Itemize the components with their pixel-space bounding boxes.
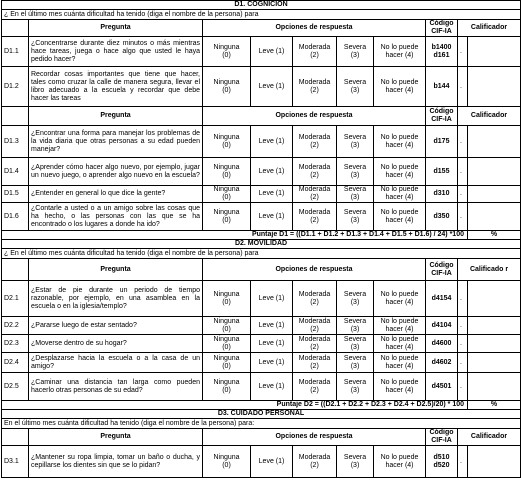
question-text: ¿Estar de pie durante un periodo de tiempo razonable, por ejemplo, en una asamblea en la escuela o en la iglesia/templo? (29, 281, 203, 317)
answer-option-label: No lo puede hacer (4) (380, 78, 419, 94)
answer-option-label: Moderada (298, 78, 331, 86)
answer-option-label: Moderada (298, 335, 331, 343)
question-row (2, 37, 521, 67)
score-unit: % (468, 401, 521, 410)
answer-option-value: (3) (350, 298, 360, 306)
answer-option-4[interactable] (374, 335, 426, 353)
answer-option-2[interactable] (293, 281, 337, 317)
qualifier-blank (468, 335, 521, 353)
section-title-row (2, 410, 521, 419)
answer-option-label: Leve (1) (258, 294, 285, 302)
answer-option-0[interactable] (203, 373, 251, 401)
qualifier-blank (468, 373, 521, 401)
answer-option-label: No lo puede hacer (4) (380, 317, 419, 333)
header-codigo: Código CIF-IA (426, 259, 458, 281)
answer-option-4[interactable] (374, 158, 426, 186)
question-text: ¿Aprender cómo hacer algo nuevo, por ejemplo, jugar un nuevo juego, o aprender algo nuevo en la escuela? (29, 158, 203, 186)
answer-option-0[interactable] (203, 317, 251, 335)
answer-option-value: (2) (310, 51, 319, 59)
header-num-cell (2, 429, 29, 446)
answer-option-0[interactable] (203, 281, 251, 317)
answer-option-2[interactable] (293, 158, 337, 186)
answer-option-value: (2) (310, 194, 319, 201)
answer-option-2[interactable] (293, 37, 337, 67)
answer-option-label: Ninguna (213, 43, 240, 51)
score-unit: % (468, 231, 521, 240)
answer-option-label: Leve (1) (258, 137, 285, 145)
qualifier-input[interactable]: . (458, 126, 468, 158)
answer-option-label: Moderada (298, 163, 331, 171)
header-calificador: Calificador (458, 429, 521, 446)
qualifier-blank (468, 126, 521, 158)
answer-option-value: (2) (310, 362, 319, 370)
answer-option-1[interactable] (251, 446, 293, 478)
section-title-row (2, 1, 521, 10)
qualifier-input[interactable]: . (458, 186, 468, 203)
answer-option-1[interactable] (251, 335, 293, 353)
answer-option-label: Moderada (298, 43, 331, 51)
answer-option-label: No lo puede hacer (4) (380, 163, 419, 179)
header-codigo: Código CIF-IA (426, 20, 458, 37)
header-codigo: Código CIF-IA (426, 107, 458, 126)
answer-option-value: (2) (310, 386, 319, 394)
answer-option-value: (2) (310, 461, 319, 469)
answer-option-label: Severa (343, 290, 367, 298)
answer-option-label: Leve (1) (258, 47, 285, 55)
header-calificador: Calificador (458, 20, 521, 37)
answer-option-0[interactable] (203, 203, 251, 231)
answer-option-label: Severa (343, 208, 367, 216)
answer-option-3[interactable] (337, 317, 374, 335)
answer-option-label: Moderada (298, 208, 331, 216)
answer-option-1[interactable] (251, 158, 293, 186)
answer-option-label: Leve (1) (258, 358, 285, 366)
answer-option-value: (0) (222, 216, 231, 224)
answer-option-value: (3) (350, 461, 360, 469)
qualifier-blank (468, 446, 521, 478)
question-number: D1.1 (2, 37, 29, 67)
question-text: ¿Entender en general lo que dice la gente? (29, 186, 203, 203)
answer-option-0[interactable] (203, 353, 251, 373)
qualifier-blank (468, 37, 521, 67)
answer-option-value: (0) (222, 362, 231, 370)
header-pregunta: Pregunta (29, 20, 203, 37)
qualifier-input[interactable]: . (458, 37, 468, 67)
answer-option-value: (3) (350, 216, 360, 224)
answer-option-2[interactable] (293, 67, 337, 107)
score-row (2, 231, 521, 240)
answer-option-label: Ninguna (213, 453, 240, 461)
answer-option-label: Ninguna (213, 290, 240, 298)
answer-option-value: (0) (222, 171, 231, 179)
cif-code: d4602 (426, 353, 458, 373)
answer-option-4[interactable] (374, 353, 426, 373)
answer-option-label: No lo puede hacer (4) (380, 186, 419, 201)
answer-option-4[interactable] (374, 446, 426, 478)
table-header-row (2, 429, 521, 446)
qualifier-input[interactable]: . (458, 158, 468, 186)
answer-option-value: (3) (350, 86, 360, 94)
header-num-cell (2, 259, 29, 281)
qualifier-input[interactable]: . (458, 373, 468, 401)
section-title: D3. CUIDADO PERSONAL (2, 410, 521, 419)
header-opciones: Opciones de respuesta (203, 20, 426, 37)
question-text: ¿Pararse luego de estar sentado? (29, 317, 203, 335)
answer-option-value: (3) (350, 343, 360, 351)
header-num-cell (2, 107, 29, 126)
answer-option-1[interactable] (251, 203, 293, 231)
answer-option-3[interactable] (337, 67, 374, 107)
section-title-row (2, 240, 521, 249)
qualifier-input[interactable]: . (458, 67, 468, 107)
header-opciones: Opciones de respuesta (203, 107, 426, 126)
answer-option-2[interactable] (293, 203, 337, 231)
answer-option-value: (3) (350, 51, 360, 59)
answer-option-4[interactable] (374, 37, 426, 67)
answer-option-0[interactable] (203, 186, 251, 203)
answer-option-value: (0) (222, 141, 231, 149)
answer-option-label: Ninguna (213, 163, 240, 171)
answer-option-label: Severa (343, 354, 367, 362)
answer-option-value: (2) (310, 86, 319, 94)
answer-option-label: Moderada (298, 186, 331, 193)
question-number: D1.6 (2, 203, 29, 231)
answer-option-label: No lo puede hacer (4) (380, 335, 419, 351)
question-text: ¿Desplazarse hacia la escuela o a la casa de un amigo? (29, 353, 203, 373)
table-header-row (2, 20, 521, 37)
answer-option-2[interactable] (293, 446, 337, 478)
questionnaire-table (1, 0, 521, 478)
question-number: D1.3 (2, 126, 29, 158)
answer-option-label: Severa (343, 43, 367, 51)
section-intro-row (2, 249, 521, 259)
answer-option-label: Ninguna (213, 133, 240, 141)
header-pregunta: Pregunta (29, 429, 203, 446)
question-number: D3.1 (2, 446, 29, 478)
answer-option-4[interactable] (374, 317, 426, 335)
answer-option-value: (0) (222, 461, 231, 469)
answer-option-label: No lo puede hacer (4) (380, 290, 419, 306)
answer-option-label: Ninguna (213, 378, 240, 386)
header-pregunta: Pregunta (29, 259, 203, 281)
answer-option-0[interactable] (203, 126, 251, 158)
answer-option-value: (0) (222, 51, 231, 59)
question-text: Recordar cosas importantes que tiene que hacer, tales como cruzar la calle de manera segura, llevar el libro adecuado a la escuela y recordar que debe hacer las tareas (29, 67, 203, 107)
header-pregunta: Pregunta (29, 107, 203, 126)
answer-option-1[interactable] (251, 373, 293, 401)
header-calificador: Calificador (458, 107, 521, 126)
question-row (2, 186, 521, 203)
question-row (2, 126, 521, 158)
answer-option-label: Leve (1) (258, 457, 285, 465)
answer-option-label: Leve (1) (258, 382, 285, 390)
cif-code: b144 (426, 67, 458, 107)
answer-option-3[interactable] (337, 281, 374, 317)
qualifier-input[interactable]: . (458, 317, 468, 335)
question-number: D1.2 (2, 67, 29, 107)
answer-option-value: (3) (350, 386, 360, 394)
answer-option-3[interactable] (337, 373, 374, 401)
qualifier-blank (468, 67, 521, 107)
question-text: ¿Encontrar una forma para manejar los problemas de la vida diaria que otras personas a su edad pueden manejar? (29, 126, 203, 158)
question-number: D2.3 (2, 335, 29, 353)
answer-option-value: (2) (310, 298, 319, 306)
answer-option-label: Moderada (298, 317, 331, 325)
answer-option-value: (2) (310, 216, 319, 224)
qualifier-input[interactable]: . (458, 203, 468, 231)
question-row (2, 317, 521, 335)
answer-option-label: Severa (343, 335, 367, 343)
answer-option-label: Leve (1) (258, 167, 285, 175)
answer-option-label: No lo puede hacer (4) (380, 453, 419, 469)
answer-option-label: Leve (1) (258, 82, 285, 90)
question-number: D2.1 (2, 281, 29, 317)
cif-code: b1400 d161 (426, 37, 458, 67)
qualifier-input[interactable]: . (458, 353, 468, 373)
answer-option-4[interactable] (374, 281, 426, 317)
header-calificador: Calificado r (458, 259, 521, 281)
header-codigo: Código CIF-IA (426, 429, 458, 446)
answer-option-2[interactable] (293, 373, 337, 401)
answer-option-label: Leve (1) (258, 212, 285, 220)
answer-option-label: No lo puede hacer (4) (380, 354, 419, 370)
answer-option-value: (0) (222, 343, 231, 351)
answer-option-value: (3) (350, 362, 360, 370)
question-text: ¿Caminar una distancia tan larga como pueden hacerlo otras personas de su edad? (29, 373, 203, 401)
answer-option-label: Ninguna (213, 78, 240, 86)
answer-option-3[interactable] (337, 37, 374, 67)
answer-option-value: (3) (350, 194, 360, 201)
header-num-cell (2, 20, 29, 37)
answer-option-3[interactable] (337, 446, 374, 478)
question-row (2, 281, 521, 317)
answer-option-label: Ninguna (213, 354, 240, 362)
qualifier-blank (468, 186, 521, 203)
question-row (2, 67, 521, 107)
answer-option-label: Severa (343, 163, 367, 171)
question-number: D1.5 (2, 186, 29, 203)
answer-option-label: Severa (343, 78, 367, 86)
qualifier-blank (468, 203, 521, 231)
question-text: ¿Mantener su ropa limpia, tomar un baño o ducha, y cepillarse los dientes sin que se lo pidan? (29, 446, 203, 478)
answer-option-4[interactable] (374, 373, 426, 401)
answer-option-value: (0) (222, 86, 231, 94)
question-number: D1.4 (2, 158, 29, 186)
answer-option-label: Moderada (298, 290, 331, 298)
question-number: D2.5 (2, 373, 29, 401)
cif-code: d175 (426, 126, 458, 158)
answer-option-2[interactable] (293, 186, 337, 203)
cif-code: d350 (426, 203, 458, 231)
answer-option-4[interactable] (374, 186, 426, 203)
qualifier-blank (468, 281, 521, 317)
cif-code: d310 (426, 186, 458, 203)
answer-option-4[interactable] (374, 203, 426, 231)
answer-option-0[interactable] (203, 67, 251, 107)
answer-option-1[interactable] (251, 67, 293, 107)
answer-option-label: Moderada (298, 354, 331, 362)
answer-option-1[interactable] (251, 317, 293, 335)
answer-option-label: No lo puede hacer (4) (380, 378, 419, 394)
score-formula: Puntaje D1 = ((D1.1 + D1.2 + D1.3 + D1.4 + D1.5 + D1.6) / 24) *100 (2, 231, 468, 240)
question-row (2, 203, 521, 231)
section-intro-row (2, 419, 521, 429)
cif-code: d4501 (426, 373, 458, 401)
answer-option-label: Ninguna (213, 186, 240, 193)
answer-option-4[interactable] (374, 67, 426, 107)
answer-option-label: Ninguna (213, 208, 240, 216)
answer-option-label: No lo puede hacer (4) (380, 133, 419, 149)
question-text: ¿Concentrarse durante diez minutos o más mientras hace tareas, juega o hace algo que usted le haya pedido hacer? (29, 37, 203, 67)
header-opciones: Opciones de respuesta (203, 259, 426, 281)
answer-option-label: Leve (1) (258, 190, 285, 197)
table-header-row (2, 107, 521, 126)
answer-option-1[interactable] (251, 186, 293, 203)
answer-option-label: Leve (1) (258, 321, 285, 329)
answer-option-value: (0) (222, 325, 231, 333)
answer-option-3[interactable] (337, 126, 374, 158)
answer-option-2[interactable] (293, 335, 337, 353)
answer-option-value: (2) (310, 141, 319, 149)
section-title: D2. MOVILIDAD (2, 240, 521, 249)
answer-option-label: Leve (1) (258, 339, 285, 347)
section-intro-row (2, 10, 521, 20)
question-row (2, 353, 521, 373)
section-title: D1. COGNICIÓN (2, 1, 521, 10)
answer-option-label: Ninguna (213, 335, 240, 343)
score-row (2, 401, 521, 410)
question-text: ¿Moverse dentro de su hogar? (29, 335, 203, 353)
answer-option-label: Moderada (298, 133, 331, 141)
answer-option-label: Severa (343, 133, 367, 141)
answer-option-0[interactable] (203, 158, 251, 186)
answer-option-value: (0) (222, 386, 231, 394)
question-row (2, 373, 521, 401)
answer-option-2[interactable] (293, 126, 337, 158)
section-intro: ¿ En el último mes cuánta dificultad ha tenido (diga el nombre de la persona) para (2, 249, 521, 259)
answer-option-label: Moderada (298, 453, 331, 461)
answer-option-1[interactable] (251, 281, 293, 317)
score-formula: Puntaje D2 = ((D2.1 + D2.2 + D2.3 + D2.4 + D2.5)/20) * 100 (2, 401, 468, 410)
answer-option-3[interactable] (337, 186, 374, 203)
cif-code: d4154 (426, 281, 458, 317)
qualifier-blank (468, 158, 521, 186)
answer-option-label: No lo puede hacer (4) (380, 208, 419, 224)
header-opciones: Opciones de respuesta (203, 429, 426, 446)
answer-option-value: (2) (310, 325, 319, 333)
answer-option-1[interactable] (251, 353, 293, 373)
answer-option-value: (2) (310, 171, 319, 179)
qualifier-input[interactable]: . (458, 446, 468, 478)
section-intro: ¿ En el último mes cuánta dificultad ha tenido (diga el nombre de la persona) para (2, 10, 521, 20)
question-number: D2.2 (2, 317, 29, 335)
cif-code: d510 d520 (426, 446, 458, 478)
answer-option-label: Severa (343, 453, 367, 461)
answer-option-2[interactable] (293, 317, 337, 335)
cif-code: d155 (426, 158, 458, 186)
answer-option-label: Moderada (298, 378, 331, 386)
question-row (2, 158, 521, 186)
table-header-row (2, 259, 521, 281)
answer-option-3[interactable] (337, 203, 374, 231)
cif-code: d4104 (426, 317, 458, 335)
question-text: ¿Contarle a usted o a un amigo sobre las cosas que ha hecho, o las personas con las que se ha encontrado o los lugares a donde ha ido? (29, 203, 203, 231)
qualifier-blank (468, 317, 521, 335)
answer-option-3[interactable] (337, 335, 374, 353)
answer-option-0[interactable] (203, 446, 251, 478)
answer-option-3[interactable] (337, 353, 374, 373)
question-row (2, 335, 521, 353)
question-number: D2.4 (2, 353, 29, 373)
answer-option-0[interactable] (203, 37, 251, 67)
answer-option-1[interactable] (251, 126, 293, 158)
qualifier-input[interactable]: . (458, 281, 468, 317)
cif-code: d4600 (426, 335, 458, 353)
answer-option-value: (3) (350, 171, 360, 179)
answer-option-label: Severa (343, 317, 367, 325)
answer-option-4[interactable] (374, 126, 426, 158)
answer-option-label: Severa (343, 186, 367, 193)
answer-option-value: (2) (310, 343, 319, 351)
answer-option-3[interactable] (337, 158, 374, 186)
answer-option-label: Severa (343, 378, 367, 386)
answer-option-label: Ninguna (213, 317, 240, 325)
answer-option-value: (3) (350, 325, 360, 333)
answer-option-1[interactable] (251, 37, 293, 67)
qualifier-blank (468, 353, 521, 373)
answer-option-2[interactable] (293, 353, 337, 373)
answer-option-value: (0) (222, 298, 231, 306)
section-intro: En el último mes cuánta dificultad ha tenido (diga el nombre de la persona) para: (2, 419, 521, 429)
qualifier-input[interactable]: . (458, 335, 468, 353)
answer-option-value: (3) (350, 141, 360, 149)
answer-option-value: (0) (222, 194, 231, 201)
question-row (2, 446, 521, 478)
answer-option-label: No lo puede hacer (4) (380, 43, 419, 59)
answer-option-0[interactable] (203, 335, 251, 353)
